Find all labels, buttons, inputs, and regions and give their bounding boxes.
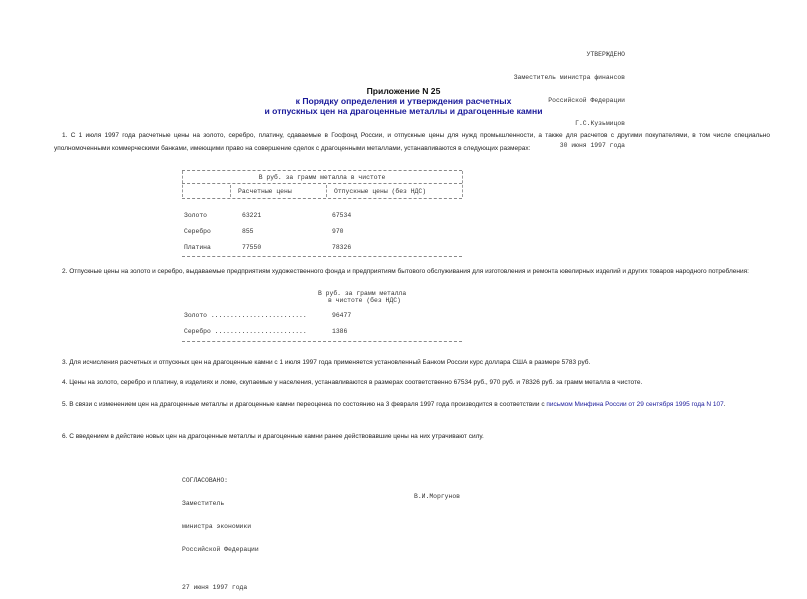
table-rule (182, 341, 462, 342)
table-rule (182, 198, 462, 199)
agreement-line: СОГЛАСОВАНО: (182, 477, 229, 485)
table-rule (182, 170, 462, 171)
minfin-letter-link[interactable]: письмом Минфина России от 29 сентября 1995 года N 107 (546, 401, 724, 408)
agreement-line: министра экономики (182, 522, 252, 530)
table2-header-2: в чистоте (без НДС) (328, 297, 401, 304)
paragraph-5-text: 5. В связи с изменением цен на драгоценные металлы и драгоценные камни переоценка по состоянию на 3 февраля 1997 года производится в соответствии с (62, 401, 547, 408)
agreement-line: Российской Федерации (182, 545, 259, 553)
table1-row-name: Серебро (184, 228, 211, 235)
table2-row-name: Серебро ........................ (184, 328, 307, 335)
table1-row-calc: 855 (242, 228, 254, 235)
table2-header-1: В руб. за грамм металла (318, 290, 407, 297)
paragraph-1: 1. С 1 июля 1997 года расчетные цены на золото, серебро, платину, сдаваемые в Госфонд России, и отпускные цены для нужд промышленности, а также для расчетов с другими покупателями, в том числе специально уполномоченными коммерческими банками, имеющими право на совершение сделок с драгоценными металлами, устанавливаются в следующих размерах: (54, 132, 770, 152)
paragraph-5-end: . (723, 401, 726, 408)
table1-row-calc: 77550 (242, 244, 262, 251)
table2-row-value: 1386 (332, 328, 348, 335)
paragraph-2: 2. Отпускные цены на золото и серебро, выдаваемые предприятиям художественного фонда и предприятиям бытового обслуживания для изготовления и ремонта ювелирных изделий и других товаров народного потребления: (62, 268, 749, 275)
agreement-line: 27 июня 1997 года (182, 583, 248, 591)
title-line-3: и отпускных цен на драгоценные металлы и драгоценные камни (264, 106, 543, 116)
table-border (230, 185, 231, 197)
table1-row-sale: 970 (332, 228, 344, 235)
table2-row-value: 96477 (332, 312, 352, 319)
approval-line: Заместитель министра финансов (513, 73, 625, 81)
paragraph-4: 4. Цены на золото, серебро и платину, в изделиях и ломе, скупаемые у населения, устанавливаются в размерах соответственно 67534 руб., 970 руб. и 78326 руб. за грамм металла в чистоте. (62, 379, 643, 386)
document-title (0, 86, 807, 116)
table-border (462, 171, 463, 197)
approval-line: Г.С.Кузьмицов (575, 119, 625, 127)
agreement-line: Заместитель (182, 499, 225, 507)
approval-line: Российской Федерации (548, 96, 625, 104)
table1-header: В руб. за грамм металла в чистоте (258, 174, 386, 181)
table1-row-name: Платина (184, 244, 211, 251)
approval-line: УТВЕРЖДЕНО (586, 51, 625, 59)
approval-line: 30 июня 1997 года (559, 142, 625, 150)
signature-name: В.И.Моргунов (414, 493, 461, 500)
table2-row-name: Золото ......................... (184, 312, 307, 319)
title-line-1: Приложение N 25 (366, 86, 441, 96)
paragraph-6: 6. С введением в действие новых цен на драгоценные металлы и драгоценные камни ранее действовавшие цены на них утрачивают силу. (62, 433, 484, 440)
paragraph-5 (54, 399, 770, 412)
table1-row-calc: 63221 (242, 212, 262, 219)
table1-row-name: Золото (184, 212, 208, 219)
table1-col-sale: Отпускные цены (без НДС) (334, 188, 427, 195)
table-border (326, 185, 327, 197)
table1-col-calc: Расчетные цены (238, 188, 292, 195)
table1-row-sale: 78326 (332, 244, 352, 251)
agreement-block (182, 462, 259, 599)
paragraph-3: 3. Для исчисления расчетных и отпускных цен на драгоценные камни с 1 июля 1997 года применяется установленный Банком России курс доллара США в размере 5783 руб. (62, 359, 591, 366)
title-line-2: к Порядку определения и утверждения расчетных (295, 96, 512, 106)
table-rule (182, 256, 462, 257)
table1-row-sale: 67534 (332, 212, 352, 219)
table-rule (182, 183, 462, 184)
